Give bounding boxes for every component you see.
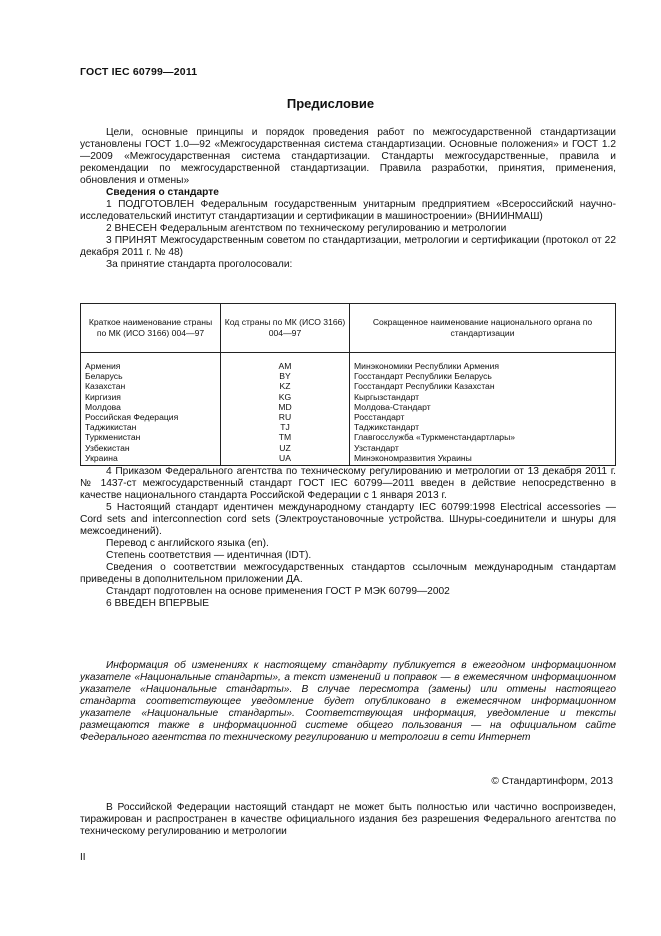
cell-country: Российская Федерация	[81, 412, 221, 422]
running-header: ГОСТ IEC 60799—2011	[80, 66, 198, 78]
cell-code: UZ	[221, 443, 350, 453]
info-heading: Сведения о стандарте	[106, 187, 219, 198]
table-header-row	[81, 304, 616, 353]
conformity-note: Степень соответствия — идентичная (IDT).	[106, 550, 312, 561]
cell-body: Госстандарт Республики Казахстан	[350, 381, 616, 391]
table-row	[81, 371, 616, 381]
table-row	[81, 432, 616, 442]
header-body: Сокращенное наименование национального органа по стандартизации	[350, 304, 616, 353]
intro-block	[80, 127, 616, 271]
after-table-block	[80, 466, 616, 610]
item-5: 5 Настоящий стандарт идентичен международному стандарту IEC 60799:1998 Electrical accessories — Cord sets and interconnection cord sets (Электроустановочные устройства. Шнуры-соединители и шнуры для межсоединений).	[80, 502, 616, 537]
page-number: II	[80, 852, 86, 863]
cell-body: Росстандарт	[350, 412, 616, 422]
cell-country: Казахстан	[81, 381, 221, 391]
cell-country: Украина	[81, 453, 221, 466]
cell-country: Узбекистан	[81, 443, 221, 453]
cell-body: Кыргызстандарт	[350, 392, 616, 402]
copyright: © Стандартинформ, 2013	[491, 776, 613, 787]
page-title: Предисловие	[286, 96, 375, 111]
changes-notice-text: Информация об изменениях к настоящему стандарту публикуется в ежегодном информационном указателе «Национальные стандарты», а текст изменений и поправок — в ежемесячном информационном указателе «Национальные стандарты». В случае пересмотра (замены) или отмены настоящего стандарта соответствующее уведомление будет опубликовано в ежемесячном информационном указателе «Национальные стандарты». Соответствующая информация, уведомление и тексты размещаются также в информационной системе общего пользования — на официальном сайте Федерального агентства по техническому регулированию и метрологии в сети Интернет	[80, 660, 616, 743]
cell-code: KG	[221, 392, 350, 402]
cell-body: Таджикстандарт	[350, 422, 616, 432]
cell-body: Минэкономразвития Украины	[350, 453, 616, 466]
item-1: 1 ПОДГОТОВЛЕН Федеральным государственным унитарным предприятием «Всероссийский научно-исследовательский институт стандартизации и сертификации в машиностроении» (ВНИИНМАШ)	[80, 199, 616, 222]
item-4: 4 Приказом Федерального агентства по техническому регулированию и метрологии от 13 декабря 2011 г. № 1437-ст межгосударственный стандарт ГОСТ IEC 60799—2011 введен в действие непосредственно в качестве национального стандарта Российской Федерации с 1 января 2013 г.	[80, 466, 616, 501]
reproduction-notice: В Российской Федерации настоящий стандарт не может быть полностью или частично воспроизведен, тиражирован и распространен в качестве официального издания без разрешения Федерального агентства по техническому регулированию и метрологии	[80, 802, 616, 837]
vote-caption: За принятие стандарта проголосовали:	[106, 259, 293, 270]
cell-code: MD	[221, 402, 350, 412]
cell-code: KZ	[221, 381, 350, 391]
references-note: Сведения о соответствии межгосударственных стандартов ссылочным международным стандартам приведены в дополнительном приложении ДА.	[80, 562, 616, 585]
translation-note: Перевод с английского языка (en).	[106, 538, 269, 549]
cell-country: Беларусь	[81, 371, 221, 381]
cell-body: Молдова-Стандарт	[350, 402, 616, 412]
table-row	[81, 353, 616, 372]
cell-body: Госстандарт Республики Беларусь	[350, 371, 616, 381]
cell-country: Армения	[81, 353, 221, 372]
cell-body: Главгосслужба «Туркменстандартлары»	[350, 432, 616, 442]
cell-body: Минэкономики Республики Армения	[350, 353, 616, 372]
cell-code: UA	[221, 453, 350, 466]
cell-code: AM	[221, 353, 350, 372]
table-row	[81, 443, 616, 453]
changes-notice	[80, 660, 616, 744]
item-3: 3 ПРИНЯТ Межгосударственным советом по стандартизации, метрологии и сертификации (протокол от 22 декабря 2011 г. № 48)	[80, 235, 616, 258]
intro-paragraph: Цели, основные принципы и порядок проведения работ по межгосударственной стандартизации установлены ГОСТ 1.0—92 «Межгосударственная система стандартизации. Основные положения» и ГОСТ 1.2—2009 «Межгосударственная система стандартизации. Стандарты межгосударственные, правила и рекомендации по межгосударственной стандартизации. Правила разработки, принятия, применения, обновления и отмены»	[80, 127, 616, 186]
item-6: 6 ВВЕДЕН ВПЕРВЫЕ	[106, 598, 210, 609]
cell-country: Молдова	[81, 402, 221, 412]
table-row	[81, 453, 616, 466]
cell-code: TM	[221, 432, 350, 442]
item-2: 2 ВНЕСЕН Федеральным агентством по техническому регулированию и метрологии	[106, 223, 507, 234]
basis-note: Стандарт подготовлен на основе применения ГОСТ Р МЭК 60799—2002	[106, 586, 450, 597]
cell-country: Туркменистан	[81, 432, 221, 442]
cell-country: Киргизия	[81, 392, 221, 402]
reproduction-block	[80, 802, 616, 838]
table-row	[81, 412, 616, 422]
voting-table	[80, 303, 616, 466]
table-row	[81, 422, 616, 432]
cell-code: RU	[221, 412, 350, 422]
cell-body: Узстандарт	[350, 443, 616, 453]
header-code: Код страны по МК (ИСО 3166) 004—97	[221, 304, 350, 353]
cell-code: BY	[221, 371, 350, 381]
cell-country: Таджикистан	[81, 422, 221, 432]
table-row	[81, 381, 616, 391]
cell-code: TJ	[221, 422, 350, 432]
table-row	[81, 392, 616, 402]
header-country: Краткое наименование страны по МК (ИСО 3166) 004—97	[81, 304, 221, 353]
table-row	[81, 402, 616, 412]
